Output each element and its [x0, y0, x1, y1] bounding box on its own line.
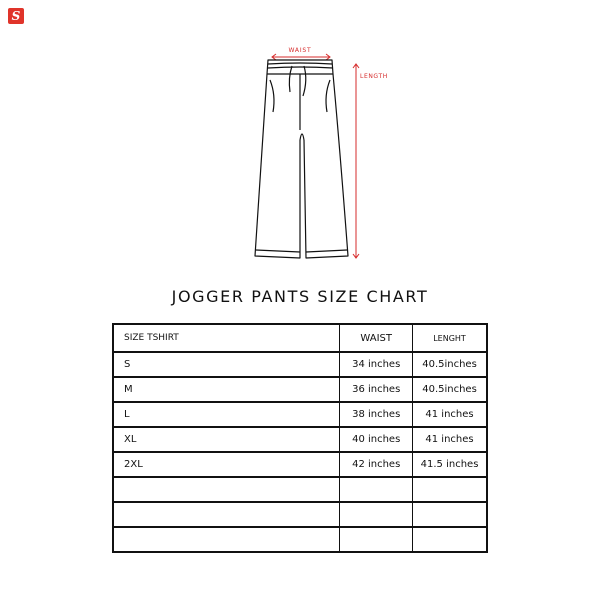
- cell-waist: [340, 527, 413, 552]
- cell-length: [413, 477, 487, 502]
- pants-outline: [255, 60, 348, 258]
- length-measure-arrow: [353, 64, 359, 258]
- brand-logo: [8, 8, 24, 24]
- header-waist: WAIST: [340, 324, 413, 352]
- cell-size: S: [113, 352, 340, 377]
- cell-length: 41 inches: [413, 402, 487, 427]
- cell-waist: 38 inches: [340, 402, 413, 427]
- waist-measure-arrow: [272, 54, 330, 60]
- cell-waist: [340, 502, 413, 527]
- table-row-empty: [113, 502, 487, 527]
- cell-waist: 40 inches: [340, 427, 413, 452]
- waist-label: WAIST: [288, 47, 312, 54]
- table-header-row: [113, 324, 487, 352]
- cell-size: [113, 502, 340, 527]
- cell-size: XL: [113, 427, 340, 452]
- page-title: JOGGER PANTS SIZE CHART: [171, 287, 429, 306]
- cell-size: [113, 527, 340, 552]
- cell-size: L: [113, 402, 340, 427]
- brand-logo-letter: S: [11, 9, 21, 23]
- cell-waist: 34 inches: [340, 352, 413, 377]
- cell-waist: [340, 477, 413, 502]
- header-length: LENGHT: [413, 324, 487, 352]
- cell-waist: 36 inches: [340, 377, 413, 402]
- cell-size: [113, 477, 340, 502]
- length-label: LENGTH: [360, 73, 388, 80]
- cell-length: 41.5 inches: [413, 452, 487, 477]
- table-row: [113, 402, 487, 427]
- cell-size: M: [113, 377, 340, 402]
- cell-length: [413, 527, 487, 552]
- table-row: [113, 352, 487, 377]
- table-row-empty: [113, 477, 487, 502]
- cell-size: 2XL: [113, 452, 340, 477]
- table-row: [113, 427, 487, 452]
- size-chart-table: [112, 323, 488, 553]
- cell-length: 41 inches: [413, 427, 487, 452]
- table-row: [113, 377, 487, 402]
- header-size: SIZE TSHIRT: [113, 324, 340, 352]
- cell-length: 40.5inches: [413, 352, 487, 377]
- jogger-pants-diagram: [230, 38, 390, 268]
- table-row: [113, 452, 487, 477]
- cell-length: [413, 502, 487, 527]
- table-row-empty: [113, 527, 487, 552]
- cell-length: 40.5inches: [413, 377, 487, 402]
- cell-waist: 42 inches: [340, 452, 413, 477]
